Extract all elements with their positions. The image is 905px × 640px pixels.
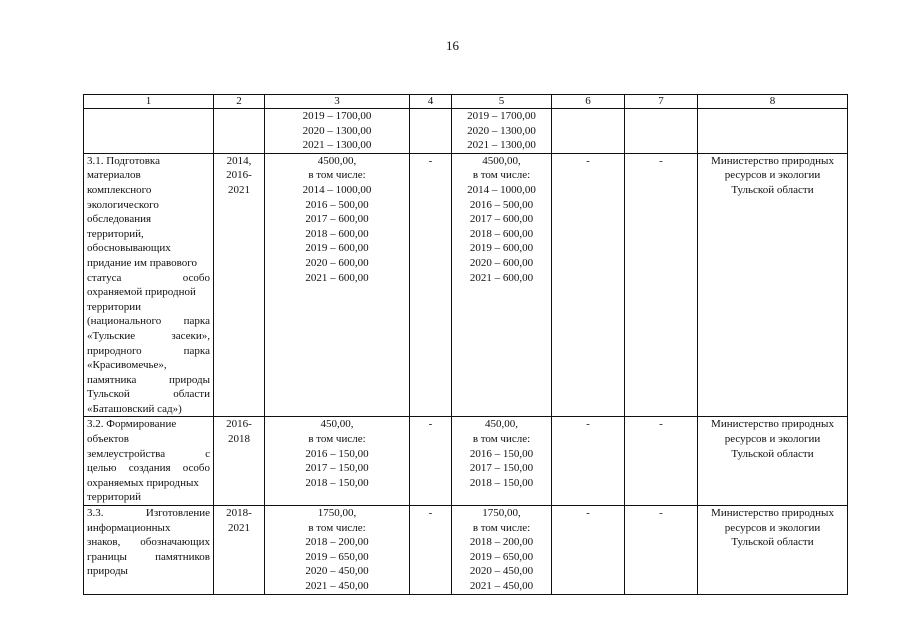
- executor-cell: [698, 109, 848, 154]
- amount-line: 2019 – 600,00: [469, 242, 534, 255]
- table-row: [84, 417, 848, 506]
- name-line: «Баташовский сад»): [87, 402, 182, 415]
- header-cell: 5: [452, 95, 552, 109]
- col4-cell: -: [410, 506, 452, 595]
- funding-total-cell: [265, 417, 410, 506]
- name-line: границы памятников: [87, 550, 210, 563]
- name-line: экологического: [87, 198, 159, 211]
- name-line: «Тульские засеки»,: [87, 329, 210, 342]
- program-table: [83, 94, 848, 595]
- amount-line: 2020 – 600,00: [305, 256, 369, 269]
- amount-line: 2018 – 600,00: [305, 227, 369, 240]
- name-line: 3.1. Подготовка: [87, 154, 160, 167]
- executor-line: Тульской области: [731, 536, 814, 549]
- amount-line: в том числе:: [472, 433, 531, 446]
- amount-line: в том числе:: [308, 521, 366, 534]
- amount-line: 2020 – 450,00: [469, 565, 534, 578]
- year-line: 2018: [228, 433, 250, 446]
- col6-cell: -: [552, 153, 625, 417]
- executor-cell: [698, 417, 848, 506]
- name-cell: [84, 506, 214, 595]
- funding-regional-cell: [452, 506, 552, 595]
- year-line: 2016-: [226, 418, 252, 431]
- executor-line: ресурсов и экологии: [724, 521, 821, 534]
- executor-cell: [698, 506, 848, 595]
- name-line: природы: [87, 565, 128, 578]
- amount-line: 4500,00,: [317, 154, 357, 167]
- header-cell: 6: [552, 95, 625, 109]
- name-cell: [84, 153, 214, 417]
- years-cell: [214, 109, 265, 154]
- name-line: 3.3. Изготовление: [87, 507, 210, 520]
- name-line: знаков, обозначающих: [87, 536, 210, 549]
- amount-line: 2017 – 150,00: [305, 462, 369, 475]
- name-line: информационных: [87, 521, 171, 534]
- amount-line: 1750,00,: [482, 507, 521, 520]
- amount-line: 1750,00,: [317, 507, 357, 520]
- header-cell: 2: [214, 95, 265, 109]
- header-cell: 1: [84, 95, 214, 109]
- amount-line: 2021 – 1300,00: [302, 139, 372, 152]
- years-cell: [214, 506, 265, 595]
- continuation-row: [84, 109, 848, 154]
- name-line: Тульской области: [87, 388, 210, 401]
- name-line: памятника природы: [87, 373, 210, 386]
- amount-line: 2016 – 150,00: [305, 447, 369, 460]
- col6-cell: [552, 109, 625, 154]
- executor-line: Министерство природных: [711, 418, 834, 431]
- amount-line: 2014 – 1000,00: [302, 183, 372, 196]
- amount-line: 2019 – 650,00: [469, 550, 534, 563]
- amount-line: в том числе:: [472, 521, 531, 534]
- executor-line: ресурсов и экологии: [724, 433, 821, 446]
- col7-cell: -: [625, 417, 698, 506]
- executor-line: Тульской области: [731, 447, 814, 460]
- amount-line: 2019 – 650,00: [305, 550, 369, 563]
- amount-line: 2021 – 1300,00: [467, 139, 536, 152]
- col6-cell: -: [552, 417, 625, 506]
- funding-regional-cell: [452, 153, 552, 417]
- amount-line: 2016 – 150,00: [469, 447, 534, 460]
- name-cell: [84, 417, 214, 506]
- year-line: 2021: [228, 521, 250, 534]
- amount-line: 2016 – 500,00: [305, 198, 369, 211]
- amount-line: 450,00,: [485, 418, 518, 431]
- col7-cell: [625, 109, 698, 154]
- name-cell: [84, 109, 214, 154]
- amount-line: 2018 – 200,00: [469, 536, 534, 549]
- table-row: [84, 506, 848, 595]
- name-line: природного парка: [87, 344, 210, 357]
- years-cell: [214, 417, 265, 506]
- header-cell: 7: [625, 95, 698, 109]
- amount-line: в том числе:: [308, 169, 366, 182]
- name-line: 3.2. Формирование: [87, 418, 177, 431]
- amount-line: 2020 – 600,00: [469, 256, 534, 269]
- name-line: комплексного: [87, 183, 152, 196]
- name-line: охраняемой природной: [87, 286, 196, 299]
- amount-line: 2018 – 600,00: [469, 227, 534, 240]
- amount-line: 2021 – 600,00: [469, 271, 534, 284]
- amount-line: 2018 – 150,00: [305, 476, 369, 489]
- header-cell: 8: [698, 95, 848, 109]
- name-line: обосновывающих: [87, 242, 171, 255]
- name-line: охраняемых природных: [87, 476, 199, 489]
- year-line: 2014,: [226, 154, 252, 167]
- name-line: «Красивомечье»,: [87, 359, 167, 372]
- executor-line: ресурсов и экологии: [724, 169, 821, 182]
- name-line: землеустройства с: [87, 447, 210, 460]
- years-cell: [214, 153, 265, 417]
- amount-line: 2018 – 200,00: [305, 536, 369, 549]
- amount-line: 2021 – 450,00: [469, 580, 534, 592]
- amount-line: 2020 – 1300,00: [467, 124, 536, 137]
- executor-line: Тульской области: [731, 183, 814, 196]
- executor-cell: [698, 153, 848, 417]
- name-line: территорий: [87, 491, 142, 504]
- col4-cell: [410, 109, 452, 154]
- funding-total-cell: [265, 109, 410, 154]
- funding-total-cell: [265, 153, 410, 417]
- name-line: придание им правового: [87, 256, 197, 269]
- header-cell: 3: [265, 95, 410, 109]
- name-line: территорий,: [87, 227, 144, 240]
- year-line: 2018-: [226, 507, 252, 520]
- amount-line: 2017 – 600,00: [305, 213, 369, 226]
- name-line: материалов: [87, 169, 141, 182]
- amount-line: в том числе:: [308, 433, 366, 446]
- amount-line: 2017 – 150,00: [469, 462, 534, 475]
- table-header-row: [84, 95, 848, 109]
- amount-line: 4500,00,: [482, 154, 521, 167]
- amount-line: 2019 – 1700,00: [302, 110, 372, 122]
- page-number: 16: [446, 38, 459, 53]
- col6-cell: -: [552, 506, 625, 595]
- col4-cell: -: [410, 417, 452, 506]
- funding-regional-cell: [452, 109, 552, 154]
- table-row: [84, 153, 848, 417]
- amount-line: 2017 – 600,00: [469, 213, 534, 226]
- executor-line: Министерство природных: [711, 507, 834, 520]
- amount-line: 2020 – 450,00: [305, 565, 369, 578]
- name-line: статусa особо: [87, 271, 210, 284]
- name-line: обследования: [87, 213, 152, 226]
- amount-line: 2021 – 600,00: [305, 271, 369, 284]
- amount-line: 2020 – 1300,00: [302, 124, 372, 137]
- amount-line: 2019 – 1700,00: [467, 110, 536, 122]
- name-line: объектов: [87, 433, 129, 446]
- amount-line: 2016 – 500,00: [469, 198, 534, 211]
- year-line: 2016-: [226, 169, 252, 182]
- amount-line: 450,00,: [320, 418, 354, 431]
- name-line: целью создания особо: [87, 462, 210, 475]
- executor-line: Министерство природных: [711, 154, 834, 167]
- header-cell: 4: [410, 95, 452, 109]
- year-line: 2021: [228, 183, 250, 196]
- amount-line: 2014 – 1000,00: [467, 183, 536, 196]
- col7-cell: -: [625, 506, 698, 595]
- funding-total-cell: [265, 506, 410, 595]
- amount-line: 2018 – 150,00: [469, 476, 534, 489]
- name-line: (национального парка: [87, 315, 210, 328]
- col4-cell: -: [410, 153, 452, 417]
- col7-cell: -: [625, 153, 698, 417]
- amount-line: 2019 – 600,00: [305, 242, 369, 255]
- name-line: территории: [87, 300, 142, 313]
- funding-regional-cell: [452, 417, 552, 506]
- amount-line: 2021 – 450,00: [305, 580, 369, 592]
- amount-line: в том числе:: [472, 169, 531, 182]
